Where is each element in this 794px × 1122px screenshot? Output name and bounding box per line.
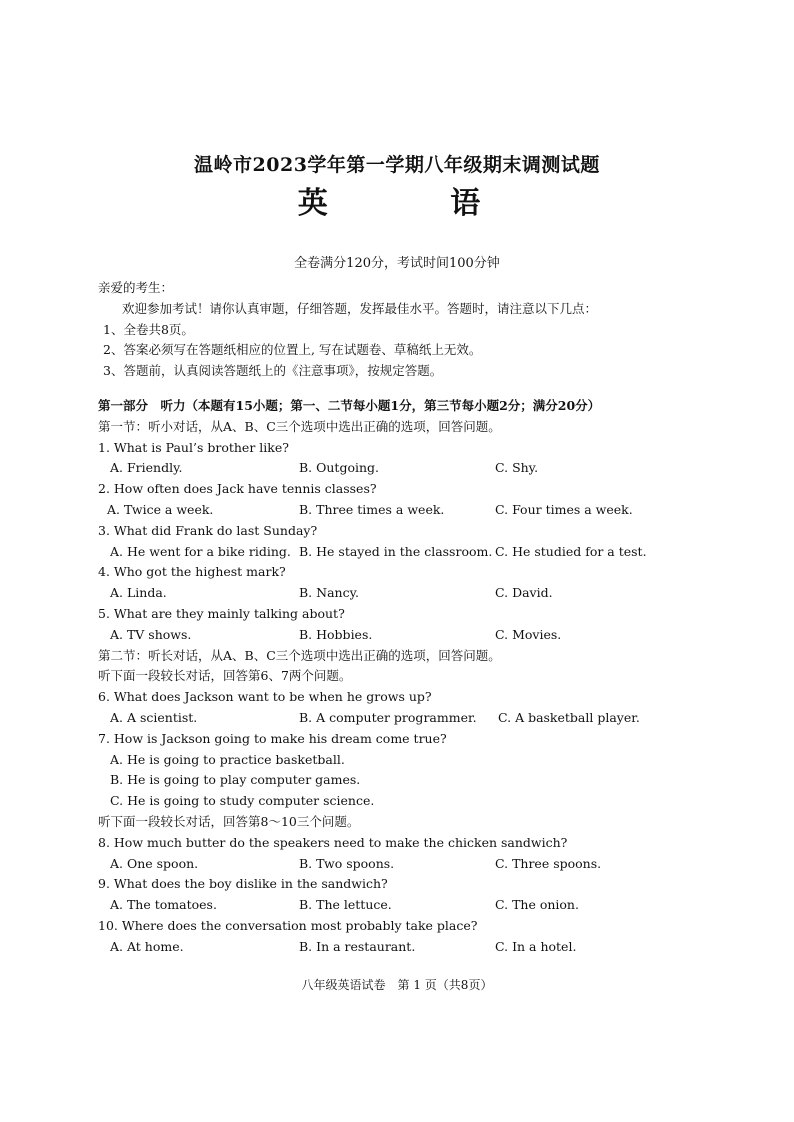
notice-item: 3、答题前，认真阅读答题纸上的《注意事项》，按规定答题。 [103, 363, 443, 379]
option-b: B. Nancy. [299, 585, 359, 601]
options-2 [98, 500, 698, 521]
question-3: 3. What did Frank do last Sunday? [98, 522, 318, 538]
option-a: A. A scientist. [110, 709, 198, 725]
options-10 [98, 937, 698, 958]
part1-heading: 第一部分 听力（本题有15小题；第一、二节每小题1分，第三节每小题2分；满分20分） [98, 397, 601, 413]
question-7: 7. How is Jackson going to make his dream come true? [98, 730, 447, 746]
exam-body [98, 278, 698, 958]
option-c: C. Movies. [495, 626, 562, 642]
option-a: A. Twice a week. [107, 501, 214, 517]
option-c: C. Four times a week. [495, 501, 633, 517]
option-b: B. Hobbies. [299, 626, 373, 642]
notice-greeting: 亲爱的考生： [98, 280, 174, 295]
option-b: B. Three times a week. [299, 501, 445, 517]
option-a: A. Linda. [110, 585, 167, 601]
options-1 [98, 458, 698, 479]
option-c: C. The onion. [495, 897, 579, 913]
option-c: C. He is going to study computer science. [110, 793, 375, 809]
option-b: B. The lettuce. [299, 897, 392, 913]
option-c: C. Three spoons. [495, 855, 602, 871]
option-b: B. Two spoons. [299, 855, 395, 871]
question-8: 8. How much butter do the speakers need to make the chicken sandwich? [98, 834, 568, 850]
options-3 [98, 542, 698, 563]
notice-item: 1、全卷共8页。 [103, 321, 194, 337]
option-c: C. David. [495, 585, 553, 601]
option-a: A. One spoon. [110, 855, 199, 871]
option-c: C. In a hotel. [495, 938, 577, 954]
option-c: C. He studied for a test. [495, 543, 647, 559]
exam-meta: 全卷满分120分，考试时间100分钟 [294, 256, 500, 271]
instruction-6-7: 听下面一段较长对话，回答第6、7两个问题。 [98, 668, 352, 684]
options-5 [98, 625, 698, 646]
notice-intro: 欢迎参加考试！请你认真审题，仔细答题，发挥最佳水平。答题时，请注意以下几点： [122, 300, 598, 316]
options-4 [98, 583, 698, 604]
question-4: 4. Who got the highest mark? [98, 564, 286, 580]
question-5: 5. What are they mainly talking about? [98, 605, 345, 621]
instruction-8-10: 听下面一段较长对话，回答第8～10三个问题。 [98, 813, 360, 829]
notice-item: 2、答案必须写在答题纸相应的位置上, 写在试题卷、草稿纸上无效。 [103, 342, 482, 358]
option-c: C. Shy. [495, 460, 539, 476]
question-6: 6. What does Jackson want to be when he grows up? [98, 689, 432, 705]
option-a: A. At home. [110, 938, 184, 954]
option-c: C. A basketball player. [498, 709, 640, 725]
option-a: A. The tomatoes. [110, 897, 217, 913]
options-8 [98, 854, 698, 875]
page-footer: 八年级英语试卷 第 1 页（共8页） [301, 978, 493, 992]
options-6 [98, 708, 698, 729]
question-2: 2. How often does Jack have tennis classes? [98, 481, 377, 497]
subject-title: 英 语 [297, 186, 537, 221]
question-9: 9. What does the boy dislike in the sandwich? [98, 876, 388, 892]
question-1: 1. What is Paul’s brother like? [98, 439, 289, 455]
option-b: B. In a restaurant. [299, 938, 416, 954]
options-9 [98, 895, 698, 916]
question-10: 10. Where does the conversation most probably take place? [98, 917, 478, 933]
exam-title: 温岭市2023学年第一学期八年级期末调测试题 [194, 154, 600, 176]
section1-instruction: 第一节：听小对话，从A、B、C三个选项中选出正确的选项，回答问题。 [98, 418, 501, 434]
option-b: B. He is going to play computer games. [110, 772, 361, 788]
section2-instruction: 第二节：听长对话，从A、B、C三个选项中选出正确的选项，回答问题。 [98, 647, 501, 663]
option-b: B. Outgoing. [299, 460, 380, 476]
option-a: A. He is going to practice basketball. [110, 751, 345, 767]
option-a: A. He went for a bike riding. [110, 543, 291, 559]
option-a: A. Friendly. [110, 460, 183, 476]
option-b: B. He stayed in the classroom. [299, 543, 493, 559]
option-b: B. A computer programmer. [299, 709, 477, 725]
option-a: A. TV shows. [110, 626, 192, 642]
